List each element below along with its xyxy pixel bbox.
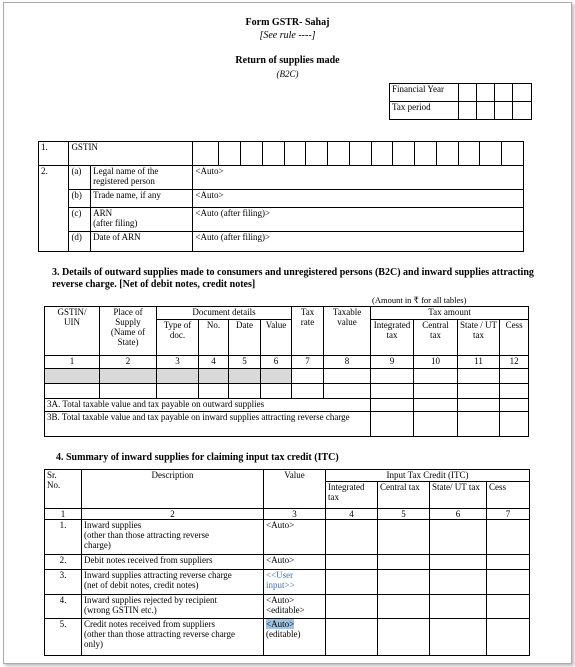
row-number: 4. (45, 594, 82, 618)
gstin-cell[interactable] (393, 142, 415, 166)
data-cell[interactable] (487, 594, 530, 618)
column-number: 5 (378, 508, 430, 519)
row-value: <Auto> (264, 519, 326, 555)
state-tax-header: State/ UT tax (430, 482, 487, 508)
form-title: Form GSTR- Sahaj (245, 17, 330, 28)
tp-cell[interactable] (513, 102, 532, 120)
data-cell[interactable] (414, 411, 458, 436)
row-description: Inward supplies rejected by recipient (wrong GSTIN etc.) (82, 594, 264, 618)
table-row (45, 555, 530, 569)
data-cell[interactable] (430, 594, 487, 618)
data-cell[interactable] (430, 519, 487, 555)
data-cell[interactable] (326, 619, 378, 656)
column-number: 10 (414, 355, 458, 369)
arn-value: <Auto (after filing)> (193, 208, 524, 232)
arn-date-value: <Auto (after filing)> (193, 232, 524, 252)
data-cell[interactable] (229, 384, 261, 399)
column-number: 2 (100, 355, 157, 369)
data-cell[interactable] (371, 398, 414, 411)
place-of-supply-header: Place of Supply (Name of State) (100, 307, 157, 356)
financial-year-label: Financial Year (390, 84, 459, 102)
trade-name-label: Trade name, if any (91, 190, 193, 208)
table-row (45, 619, 530, 656)
tp-cell[interactable] (495, 102, 513, 120)
row-description: Inward supplies (other than those attracting reverse charge) (82, 519, 264, 555)
tp-cell[interactable] (459, 102, 477, 120)
gstin-cell[interactable] (349, 142, 371, 166)
state-tax-header: State / UT tax (458, 319, 500, 355)
data-cell[interactable] (326, 569, 378, 594)
data-cell[interactable] (326, 519, 378, 555)
column-number: 4 (326, 508, 378, 519)
tax-period-label: Tax period (390, 102, 459, 120)
tp-cell[interactable] (477, 102, 495, 120)
column-number: 1 (45, 508, 82, 519)
column-number: 6 (430, 508, 487, 519)
column-number: 9 (371, 355, 414, 369)
legal-name-label: Legal name of the registered person (91, 166, 193, 190)
column-number: 8 (324, 355, 371, 369)
fy-cell[interactable] (495, 84, 513, 102)
description-header: Description (82, 470, 264, 509)
data-cell[interactable] (458, 384, 500, 399)
user-input-link[interactable]: <<User input>> (264, 569, 326, 594)
data-cell[interactable] (414, 398, 458, 411)
type-of-doc-header: Type of doc. (157, 319, 199, 355)
row-number: 1. (45, 519, 82, 555)
data-cell[interactable] (500, 411, 529, 436)
data-cell[interactable] (430, 555, 487, 569)
gstin-cell[interactable] (436, 142, 458, 166)
gstin-cell[interactable] (219, 142, 241, 166)
gstin-cell[interactable] (458, 142, 480, 166)
column-number: 5 (229, 355, 261, 369)
row-number: 2. (39, 166, 69, 252)
data-cell[interactable] (324, 369, 371, 384)
data-cell[interactable] (378, 569, 430, 594)
doc-no-header: No. (199, 319, 229, 355)
doc-date-header: Date (229, 319, 261, 355)
central-tax-header: Central tax (378, 482, 430, 508)
outward-supplies-table (44, 306, 529, 437)
data-cell[interactable] (45, 384, 100, 399)
cess-header: Cess (487, 482, 530, 508)
section-3-heading: 3. Details of outward supplies made to consumers and unregistered persons (B2C) and inward supplies attracting reverse charge. [Net of debit notes, credit notes] (52, 267, 534, 290)
legal-name-value: <Auto> (193, 166, 524, 190)
return-title: Return of supplies made (235, 55, 340, 66)
integrated-tax-header: Integrated tax (326, 482, 378, 508)
itc-summary-table (44, 469, 530, 656)
data-cell[interactable] (487, 569, 530, 594)
data-cell[interactable] (378, 619, 430, 656)
data-cell[interactable] (371, 411, 414, 436)
tax-amount-header: Tax amount (371, 307, 529, 320)
total-3b-label: 3B. Total taxable value and tax payable on inward supplies attracting reverse charge (45, 411, 371, 436)
data-cell[interactable] (487, 555, 530, 569)
data-cell[interactable] (458, 369, 500, 384)
data-cell[interactable] (487, 519, 530, 555)
gstin-cell[interactable] (241, 142, 263, 166)
rule-reference: [See rule ----] (259, 30, 316, 41)
form-page (3, 2, 572, 664)
table-row (45, 411, 529, 436)
data-cell[interactable] (458, 398, 500, 411)
row-description: Inward supplies attracting reverse charge (net of debit notes, credit notes) (82, 569, 264, 594)
section-4-heading: 4. Summary of inward supplies for claiming input tax credit (ITC) (56, 452, 339, 463)
data-cell[interactable] (430, 569, 487, 594)
gstin-cell[interactable] (306, 142, 328, 166)
row-description: Credit notes received from suppliers (other than those attracting reverse charge only) (82, 619, 264, 656)
period-table (389, 83, 532, 120)
table-row (45, 369, 529, 384)
sub-row-code: (d) (69, 232, 91, 252)
central-tax-header: Central tax (414, 319, 458, 355)
data-cell[interactable] (157, 384, 199, 399)
data-cell[interactable] (100, 369, 157, 384)
column-number: 11 (458, 355, 500, 369)
data-cell[interactable] (229, 369, 261, 384)
integrated-tax-header: Integrated tax (371, 319, 414, 355)
data-cell[interactable] (292, 384, 324, 399)
table-row (45, 384, 529, 399)
data-cell[interactable] (199, 369, 229, 384)
column-number: 7 (292, 355, 324, 369)
data-cell[interactable] (378, 555, 430, 569)
sr-no-header: Sr. No. (45, 470, 82, 509)
data-cell[interactable] (324, 384, 371, 399)
column-number: 2 (82, 508, 264, 519)
row-description: Debit notes received from suppliers (82, 555, 264, 569)
data-cell[interactable] (378, 519, 430, 555)
data-cell[interactable] (414, 384, 458, 399)
data-cell[interactable] (500, 398, 529, 411)
column-number: 3 (264, 508, 326, 519)
fy-cell[interactable] (513, 84, 532, 102)
data-cell[interactable] (500, 384, 529, 399)
row-number: 2. (45, 555, 82, 569)
arn-date-label: Date of ARN (91, 232, 193, 252)
gstin-cell[interactable] (193, 142, 219, 166)
row-number: 3. (45, 569, 82, 594)
gstin-cell[interactable] (502, 142, 524, 166)
gstin-cell[interactable] (371, 142, 393, 166)
arn-label: ARN (after filing) (91, 208, 193, 232)
data-cell[interactable] (326, 594, 378, 618)
column-number: 4 (199, 355, 229, 369)
data-cell[interactable] (458, 411, 500, 436)
itc-header: Input Tax Credit (ITC) (326, 470, 530, 482)
column-number: 12 (500, 355, 529, 369)
sub-row-code: (a) (69, 166, 91, 190)
return-subtitle: (B2C) (276, 69, 299, 79)
data-cell[interactable] (371, 384, 414, 399)
data-cell[interactable] (430, 619, 487, 656)
gstin-label: GSTIN (69, 142, 193, 166)
sub-row-code: (c) (69, 208, 91, 232)
table-row (45, 594, 530, 618)
trade-name-value: <Auto> (193, 190, 524, 208)
table-row (45, 519, 530, 555)
document-details-header: Document details (157, 307, 292, 320)
gstin-cell[interactable] (262, 142, 284, 166)
sub-row-code: (b) (69, 190, 91, 208)
highlighted-auto-value[interactable]: <Auto> (266, 619, 295, 630)
data-cell[interactable] (45, 369, 100, 384)
column-number: 6 (261, 355, 292, 369)
data-cell[interactable] (261, 369, 292, 384)
cess-header: Cess (500, 319, 529, 355)
doc-value-header: Value (261, 319, 292, 355)
row-number: 5. (45, 619, 82, 656)
data-cell[interactable] (378, 594, 430, 618)
fy-cell[interactable] (477, 84, 495, 102)
data-cell[interactable] (261, 384, 292, 399)
gstin-cell[interactable] (415, 142, 437, 166)
table-row (45, 398, 529, 411)
column-number: 7 (487, 508, 530, 519)
data-cell[interactable] (157, 369, 199, 384)
gstin-cell[interactable] (480, 142, 502, 166)
taxpayer-details-table (38, 141, 524, 252)
data-cell[interactable] (292, 369, 324, 384)
gstin-header: GSTIN/ UIN (45, 307, 100, 356)
total-3a-label: 3A. Total taxable value and tax payable on outward supplies (45, 398, 371, 411)
data-cell[interactable] (371, 369, 414, 384)
data-cell[interactable] (326, 555, 378, 569)
gstin-cell[interactable] (284, 142, 306, 166)
row-value[interactable]: <Auto> (editable) (264, 619, 326, 656)
amount-note: (Amount in ₹ for all tables) (372, 295, 467, 305)
column-number: 3 (157, 355, 199, 369)
row-number: 1. (39, 142, 69, 166)
data-cell[interactable] (100, 384, 157, 399)
table-row (45, 569, 530, 594)
row-value: <Auto> (264, 555, 326, 569)
data-cell[interactable] (199, 384, 229, 399)
data-cell[interactable] (414, 369, 458, 384)
data-cell[interactable] (500, 369, 529, 384)
row-value[interactable]: <Auto> <editable> (264, 594, 326, 618)
taxable-value-header: Taxable value (324, 307, 371, 356)
tax-rate-header: Tax rate (292, 307, 324, 356)
column-number: 1 (45, 355, 100, 369)
gstin-cell[interactable] (328, 142, 350, 166)
data-cell[interactable] (487, 619, 530, 656)
value-header: Value (264, 470, 326, 509)
fy-cell[interactable] (459, 84, 477, 102)
